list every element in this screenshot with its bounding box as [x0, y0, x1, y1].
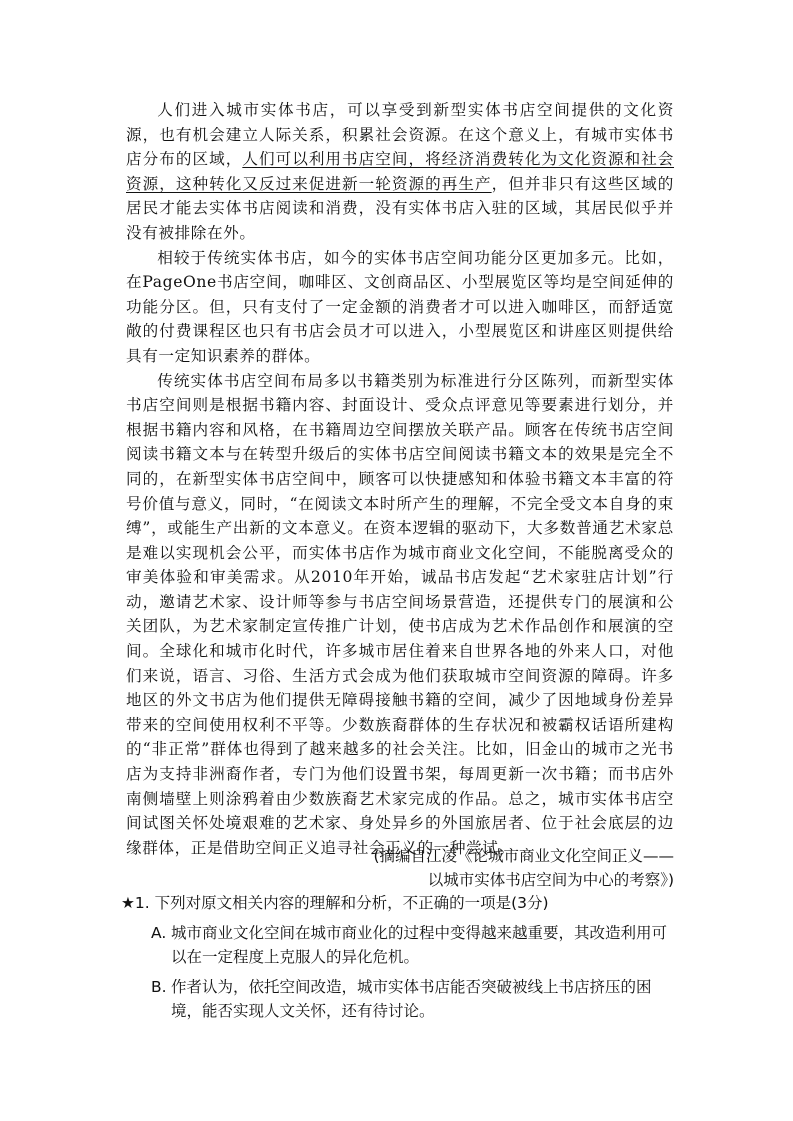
paragraph-2: 相较于传统实体书店，如今的实体书店空间功能分区更加多元。比如，在PageOne书店空间，咖啡区、文创商品区、小型展览区等均是空间延伸的功能分区。但，只有支付了一定金额的消费者才可以进入咖啡区，而舒适宽敞的付费课程区也只有书店会员才可以进入，小型展览区和讲座区则提供给具有一定知识素养的群体。	[126, 248, 674, 365]
option-a-text: 城市商业文化空间在城市商业化的过程中变得越来越重要，其改造利用可以在一定程度上克服人的异化危机。	[171, 924, 668, 966]
question-1	[121, 891, 681, 1029]
source-line-2: 以城市实体书店空间为中心的考察》)	[427, 871, 674, 889]
question-stem: ★1. 下列对原文相关内容的理解和分析，不正确的一项是(3分)	[121, 894, 549, 912]
option-a-label: A.	[151, 924, 167, 942]
paragraph-1-text-a: 人们进入城市实体书店，可以享受到新型实体书店空间提供的文化资源，也有机会建立人际关系，积累社会资源。在这个意义上，有城市实体书店分布的区域，	[126, 101, 674, 169]
underlined-sentence: 人们可以利用书店空间，将经济消费转化为文化资源和社会资源，这种转化又反过来促进新一轮资源的再生产	[126, 150, 675, 193]
paragraph-3: 传统实体书店空间布局多以书籍类别为标准进行分区陈列，而新型实体书店空间则是根据书籍内容、封面设计、受众点评意见等要素进行划分，并根据书籍内容和风格，在书籍周边空间摆放关联产品。顾客在传统书店空间阅读书籍文本与在转型升级后的实体书店空间阅读书籍文本的效果是完全不同的，在新型实体书店空间中，顾客可以快捷感知和体验书籍文本丰富的符号价值与意义，同时，“在阅读文本时所产生的理解，不完全受文本自身的束缚”，或能生产出新的文本意义。在资本逻辑的驱动下，大多数普通艺术家总是难以实现机会公平，而实体书店作为城市商业文化空间，不能脱离受众的审美体验和审美需求。从2010年开始，诚品书店发起“艺术家驻店计划”行动，邀请艺术家、设计师等参与书店空间场景营造，还提供专门的展演和公关团队，为艺术家制定宣传推广计划，使书店成为艺术作品创作和展演的空间。全球化和城市化时代，许多城市居住着来自世界各地的外来人口，对他们来说，语言、习俗、生活方式会成为他们获取城市空间资源的障碍。许多地区的外文书店为他们提供无障碍接触书籍的空间，减少了因地域身份差异带来的空间使用权利不平等。少数族裔群体的生存状况和被霸权话语所建构的“非正常”群体也得到了越来越多的社会关注。比如，旧金山的城市之光书店为支持非洲裔作者，专门为他们设置书架，每周更新一次书籍；而书店外南侧墙壁上则涂鸦着由少数族裔艺术家完成的作品。总之，城市实体书店空间试图关怀处境艰难的艺术家、身处异乡的外国旅居者、位于社会底层的边缘群体，正是借助空间正义追寻社会正义的一种尝试。	[126, 371, 674, 857]
paragraph-1	[126, 98, 674, 246]
option-b	[121, 975, 681, 1023]
source-line-1: (摘编自江凌《论城市商业文化空间正义——	[373, 847, 674, 865]
option-b-text: 作者认为，依托空间改造，城市实体书店能否突破被线上书店挤压的困境，能否实现人文关怀，还有待讨论。	[171, 978, 652, 1020]
reading-passage	[126, 98, 674, 860]
source-citation	[126, 844, 674, 892]
option-a	[121, 921, 681, 969]
option-b-label: B.	[151, 978, 167, 996]
paragraph-1-text-b: ，但并非只有这些区域的居民才能去实体书店阅读和消费，没有实体书店入驻的区域，其居民似乎并没有被排除在外。	[126, 174, 674, 242]
